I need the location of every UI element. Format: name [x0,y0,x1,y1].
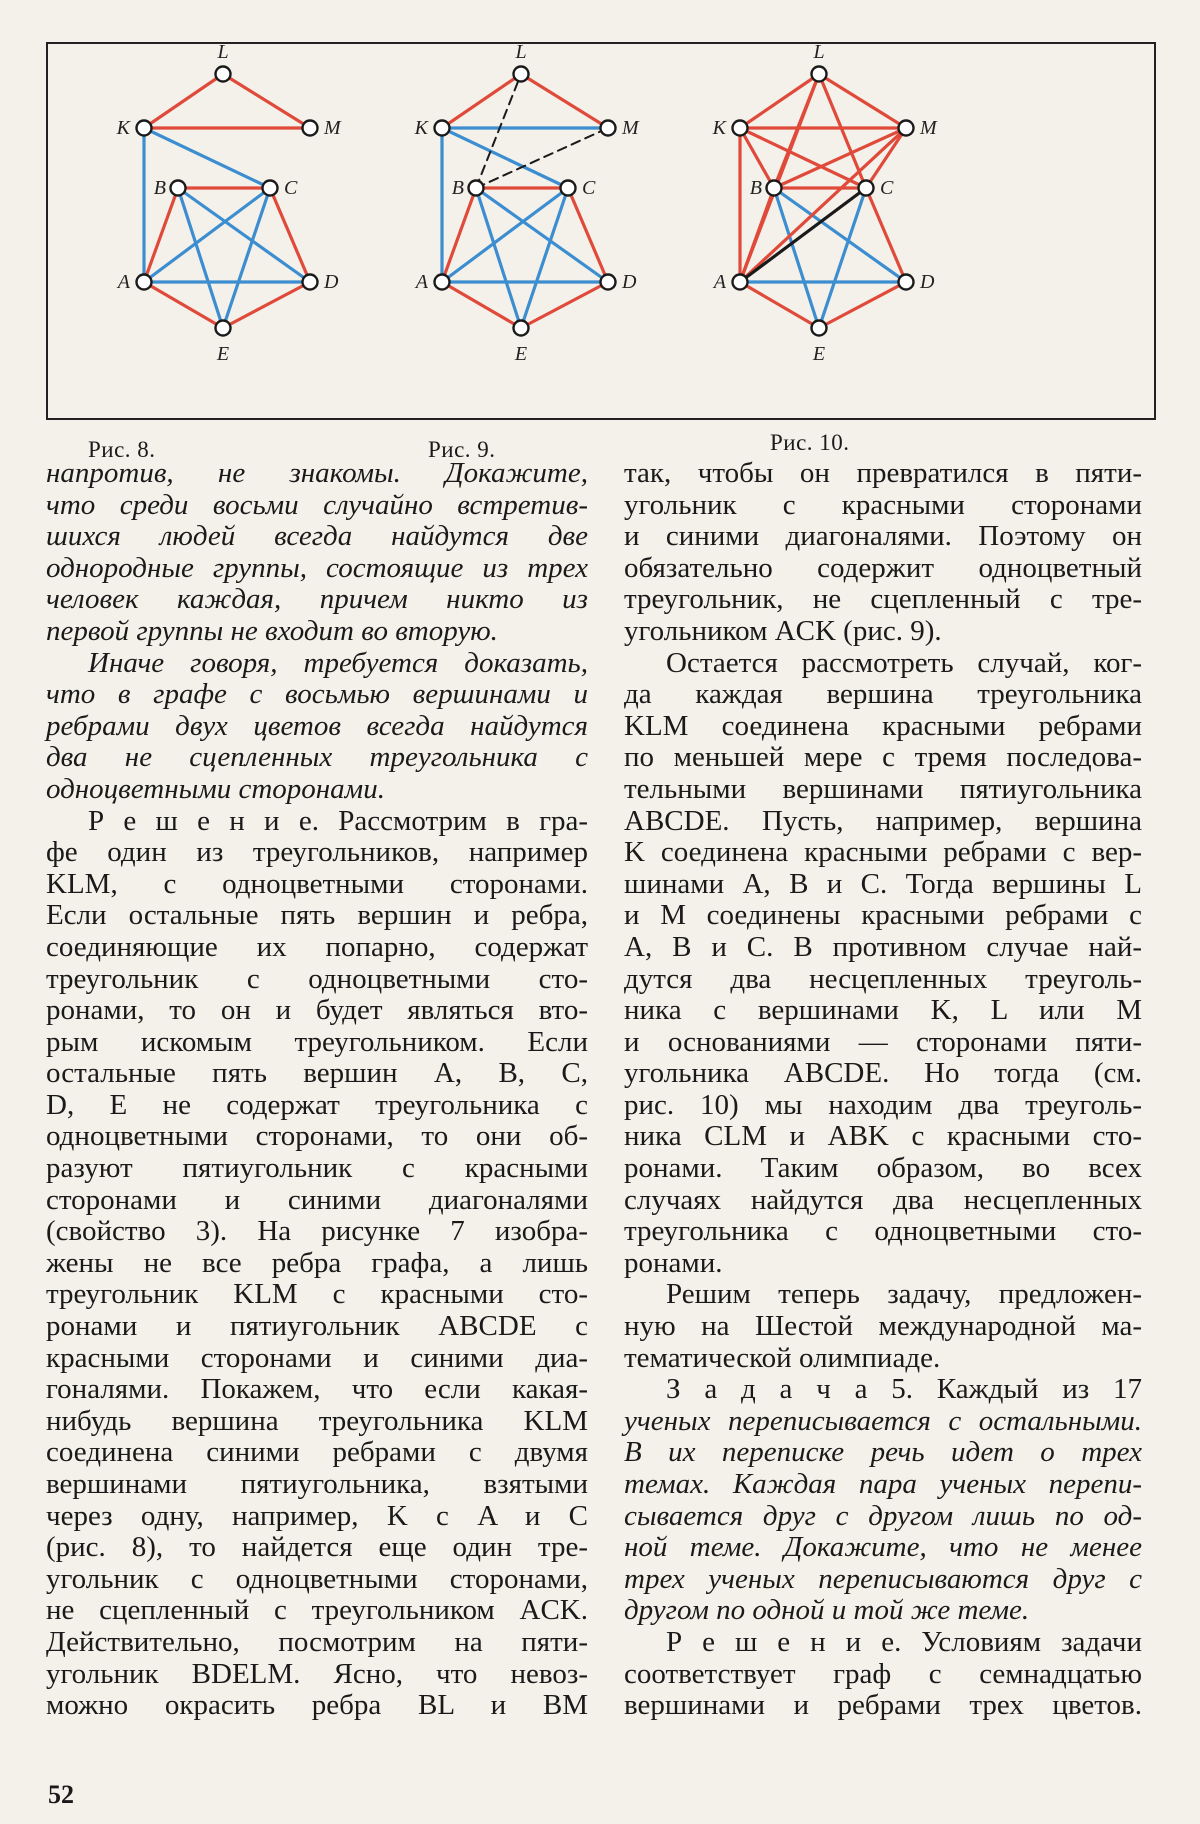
figure-8 [116,44,342,365]
vertex-label-A: A [415,271,428,293]
text-line: сторонами и синими диагоналями [46,1183,588,1216]
text-line: и синими диагоналями. Поэтому он [624,520,1142,553]
text-line: Действительно, посмотрим на пяти- [46,1625,588,1658]
text-line: A, B и C. В противном случае най- [624,930,1142,963]
vertex-label-C: C [880,177,894,199]
vertex-B [171,181,186,196]
vertex-label-D: D [920,271,935,293]
vertex-label-K: K [712,117,726,139]
text-line: жены не все ребра графа, а лишь [46,1246,588,1279]
vertex-label-M: M [920,117,937,139]
text-line: трех ученых переписываются друг с [624,1562,1142,1595]
text-line: треугольник, не сцепленный с тре- [624,583,1142,616]
red-edge-KL [144,74,223,128]
text-line: первой группы не входит во вторую. [46,614,498,647]
vertex-label-B: B [749,177,762,199]
red-edge-LM [521,74,608,128]
text-line: нибудь вершина треугольника KLM [46,1404,588,1437]
graph-figures [48,44,1154,418]
vertex-A [435,275,450,290]
text-line: ABCDE. Пусть, например, вершина [624,804,1142,837]
vertex-label-M: M [324,117,341,139]
vertex-E [216,321,231,336]
text-line: обязательно содержит одноцветный [624,551,1142,584]
red-edge-MA [740,128,906,282]
text-line: угольник с одноцветными сторонами, [46,1562,588,1595]
text-line: угольник BDELM. Ясно, что невоз- [46,1657,588,1690]
text-line: Иначе говоря, требуется доказать, [88,646,588,679]
vertex-label-E: E [812,343,826,365]
text-line: шихся людей всегда найдутся две [46,520,588,553]
vertex-D [601,275,616,290]
vertex-K [137,121,152,136]
text-line: и основаниями — сторонами пяти- [624,1025,1142,1058]
vertex-C [263,181,278,196]
vertex-D [899,275,914,290]
vertex-label-E: E [216,343,230,365]
text-line: случаях найдутся два несцепленных [624,1183,1142,1216]
text-line: ребрами двух цветов всегда найдутся [46,709,588,742]
text-line: рым искомым треугольником. Если [46,1025,588,1058]
vertex-A [733,275,748,290]
text-line: тематической олимпиаде. [624,1341,941,1374]
figure-9 [414,44,640,365]
text-line: (рис. 8), то найдется еще один тре- [46,1531,588,1564]
text-line: З а д а ч а 5. Каждый из 17 [666,1373,1142,1406]
text-line: красными сторонами и синими диа- [46,1341,588,1374]
right-text-column [624,458,1142,1722]
text-line: сывается друг с другом лишь по од- [624,1499,1142,1532]
text-line: одноцветными сторонами, то они об- [46,1120,588,1153]
vertex-B [767,181,782,196]
left-text-column [46,458,588,1722]
text-line: Если остальные пять вершин и ребра, [46,899,588,932]
vertex-label-D: D [324,271,339,293]
text-line: шинами A, B и C. Тогда вершины L [624,867,1142,900]
text-line: ника CLM и ABK с красными сто- [624,1120,1142,1153]
text-line: не сцепленный с треугольником ACK. [46,1594,588,1627]
text-line: темах. Каждая пара ученых перепи- [624,1468,1142,1500]
vertex-label-C: C [582,177,596,199]
text-line: соответствует граф с семнадцатью [624,1657,1142,1690]
text-line: Р е ш е н и е. Условиям задачи [666,1625,1142,1658]
blue-edge-AC [442,188,568,282]
text-line: ника с вершинами K, L или M [624,994,1142,1027]
text-line: Р е ш е н и е. Рассмотрим в гра- [88,804,588,837]
text-line: что в графе с восьмью вершинами и [46,678,588,711]
text-line: так, чтобы он превратился в пяти- [624,457,1142,489]
text-line: да каждая вершина треугольника [624,678,1142,711]
vertex-E [514,321,529,336]
text-line: вершинами пятиугольника, взятыми [46,1468,588,1500]
vertex-L [514,67,529,82]
vertex-label-K: K [414,117,428,139]
text-line: (свойство 3). На рисунке 7 изобра- [46,1215,588,1248]
red-edge-KL [442,74,521,128]
text-line: дутся два несцепленных треуголь- [624,962,1142,995]
red-edge-LM [223,74,310,128]
text-line: Остается рассмотреть случай, ког- [666,646,1142,679]
page-number: 52 [48,1780,74,1809]
text-line: угольником ACK (рис. 9). [624,614,942,647]
text-line: ронами, то он и будет являться вто- [46,994,588,1027]
text-line: можно окрасить ребра BL и BM [46,1689,588,1722]
text-line: ронами. Таким образом, во всех [624,1152,1142,1185]
figure-caption-9: Рис. 9. [428,437,496,462]
vertex-C [561,181,576,196]
text-line: треугольник с одноцветными сто- [46,962,588,995]
vertex-L [812,67,827,82]
text-line: треугольник KLM с красными сто- [46,1278,588,1311]
text-line: ную на Шестой международной ма- [624,1310,1142,1343]
vertex-label-B: B [153,177,166,199]
text-line: соединена синими ребрами с двумя [46,1436,588,1469]
vertex-M [899,121,914,136]
vertex-label-L: L [515,44,527,63]
text-line: KLM, с одноцветными сторонами. [46,867,588,900]
vertex-E [812,321,827,336]
text-line: треугольника с одноцветными сто- [624,1215,1142,1248]
text-line: остальные пять вершин A, B, C, [46,1057,588,1090]
vertex-D [303,275,318,290]
text-line: и M соединены красными ребрами с [624,899,1142,932]
vertex-label-C: C [284,177,298,199]
vertex-label-L: L [217,44,229,63]
text-line: K соединена красными ребрами с вер- [624,836,1142,869]
text-line: Решим теперь задачу, предложен- [666,1278,1142,1311]
text-line: гоналями. Покажем, что если какая- [46,1373,588,1406]
vertex-label-L: L [813,44,825,63]
text-line: В их переписке речь идет о трех [624,1436,1142,1469]
text-line: рис. 10) мы находим два треуголь- [624,1088,1142,1121]
text-line: разуют пятиугольник с красными [46,1152,588,1185]
vertex-C [859,181,874,196]
text-line: угольника ABCDE. Но тогда (см. [624,1057,1142,1090]
text-line: ронами и пятиугольник ABCDE с [46,1310,588,1343]
vertex-K [435,121,450,136]
vertex-label-B: B [451,177,464,199]
text-line: KLM соединена красными ребрами [624,709,1142,742]
text-line: D, E не содержат треугольника с [46,1088,588,1121]
text-line: ронами. [624,1246,723,1279]
vertex-M [601,121,616,136]
vertex-B [469,181,484,196]
figure-panel [46,42,1156,420]
text-line: тельными вершинами пятиугольника [624,772,1142,805]
text-line: одноцветными сторонами. [46,772,385,805]
figure-caption-8: Рис. 8. [88,437,156,462]
vertex-label-E: E [514,343,528,365]
vertex-L [216,67,231,82]
text-line: другом по одной и той же теме. [624,1594,1030,1627]
blue-edge-AC [144,188,270,282]
vertex-A [137,275,152,290]
vertex-label-A: A [117,271,130,293]
text-line: вершинами и ребрами трех цветов. [624,1689,1142,1722]
vertex-M [303,121,318,136]
text-line: что среди восьми случайно встретив- [46,488,588,521]
text-line: два не сцепленных треугольника с [46,741,588,774]
text-line: угольник с красными сторонами [624,488,1142,521]
figure-10 [712,44,938,365]
figure-caption-10: Рис. 10. [770,430,850,455]
text-line: ученых переписывается с остальными. [624,1404,1142,1437]
text-line: однородные группы, состоящие из трех [46,551,588,584]
text-line: по меньшей мере с тремя последова- [624,741,1142,774]
vertex-label-K: K [116,117,130,139]
text-line: через одну, например, K с A и C [46,1499,588,1532]
text-line: ной теме. Докажите, что не менее [624,1531,1142,1564]
vertex-K [733,121,748,136]
text-line: фе один из треугольников, например [46,836,588,869]
vertex-label-M: M [622,117,639,139]
vertex-label-A: A [713,271,726,293]
text-line: напротив, не знакомы. Докажите, [46,457,588,489]
text-line: человек каждая, причем никто из [46,583,588,616]
red-edge-LM [819,74,906,128]
text-line: соединяющие их попарно, содержат [46,930,588,963]
vertex-label-D: D [622,271,637,293]
